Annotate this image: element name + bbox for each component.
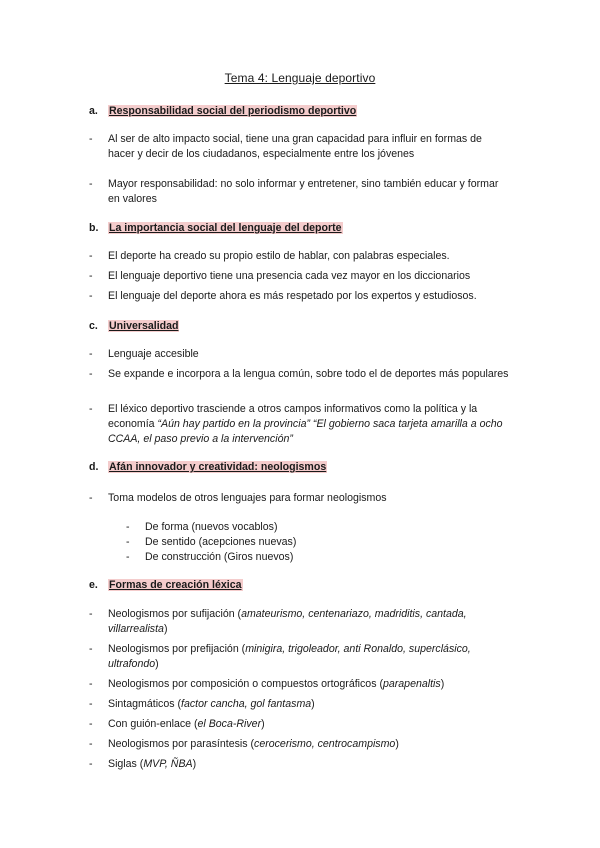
- bullet-text: [108, 677, 509, 692]
- section-letter: d.: [89, 461, 99, 473]
- item-plain-text: Siglas (: [108, 758, 144, 770]
- section-heading-text: La importancia social del lenguaje del deporte: [109, 222, 342, 234]
- item-close-paren: ): [395, 738, 399, 750]
- list-item: [89, 717, 509, 732]
- bullet-dash: -: [126, 551, 130, 563]
- bullet-dash: -: [89, 290, 93, 302]
- list-item: [89, 177, 509, 207]
- bullet-dash: -: [126, 521, 130, 533]
- item-plain-text: Neologismos por prefijación (: [108, 643, 246, 655]
- list-item: [89, 642, 509, 672]
- item-example-text: cerocerismo, centrocampismo: [254, 738, 396, 750]
- bullet-example-text: “Aún hay partido en la provincia” “El gobierno saca tarjeta amarilla a ocho CCAA, el paso previo a la intervención”: [108, 418, 503, 445]
- item-example-text: parapenaltis: [382, 678, 441, 690]
- bullet-dash: -: [89, 250, 93, 262]
- list-item: [89, 697, 509, 712]
- bullet-text: [108, 697, 509, 712]
- bullet-dash: -: [126, 536, 130, 548]
- item-plain-text: Neologismos por sufijación (: [108, 608, 242, 620]
- bullet-dash: -: [89, 270, 93, 282]
- sub-item-text: De construcción (Giros nuevos): [145, 551, 294, 563]
- item-plain-text: Con guión-enlace (: [108, 718, 198, 730]
- list-item: [89, 367, 509, 382]
- section-letter: c.: [89, 320, 98, 332]
- section-heading-e: [89, 578, 243, 593]
- bullet-text: [108, 402, 509, 447]
- list-item: [89, 132, 509, 162]
- section-letter: e.: [89, 579, 98, 591]
- item-close-paren: ): [192, 758, 197, 770]
- bullet-text: [108, 757, 509, 772]
- bullet-text: [108, 642, 509, 672]
- bullet-text: Se expande e incorpora a la lengua común, sobre todo el de deportes más populares: [108, 368, 509, 380]
- bullet-dash: -: [89, 133, 93, 145]
- bullet-text: Toma modelos de otros lenguajes para formar neologismos: [108, 492, 387, 504]
- section-heading-a: [89, 104, 357, 119]
- section-heading-text: Afán innovador y creatividad: neologismos: [109, 461, 327, 473]
- bullet-dash: -: [89, 738, 93, 750]
- section-heading-d: [89, 460, 327, 475]
- item-close-paren: ): [261, 718, 265, 730]
- list-item: [89, 402, 509, 447]
- bullet-dash: -: [89, 718, 93, 730]
- item-example-text: el Boca-River: [197, 718, 262, 730]
- bullet-dash: -: [89, 178, 93, 190]
- section-heading-text: Responsabilidad social del periodismo deportivo: [109, 105, 357, 117]
- section-letter: b.: [89, 222, 99, 234]
- item-plain-text: Neologismos por composición o compuestos ortográficos (: [108, 678, 383, 690]
- bullet-text: [108, 607, 509, 637]
- item-close-paren: ): [163, 623, 168, 635]
- list-item: [89, 757, 509, 772]
- section-heading-text: Universalidad: [109, 320, 179, 332]
- sub-item-text: De sentido (acepciones nuevas): [145, 536, 297, 548]
- list-item: [89, 677, 509, 692]
- item-close-paren: ): [440, 678, 445, 690]
- bullet-text: [108, 737, 509, 752]
- bullet-text: El deporte ha creado su propio estilo de hablar, con palabras especiales.: [108, 250, 450, 262]
- item-plain-text: Sintagmáticos (: [108, 698, 182, 710]
- list-item: [89, 269, 509, 284]
- bullet-dash: -: [89, 643, 93, 655]
- sub-list-item: [126, 535, 296, 550]
- bullet-dash: -: [89, 403, 93, 415]
- sub-list-item: [126, 550, 293, 565]
- section-heading-c: [89, 319, 179, 334]
- bullet-dash: -: [89, 492, 93, 504]
- bullet-text: El lenguaje deportivo tiene una presencia cada vez mayor en los diccionarios: [108, 270, 471, 282]
- section-heading-b: [89, 221, 343, 236]
- bullet-dash: -: [89, 348, 93, 360]
- list-item: [89, 289, 509, 304]
- bullet-dash: -: [89, 368, 93, 380]
- bullet-text: [108, 717, 509, 732]
- item-plain-text: Neologismos por parasíntesis (: [108, 738, 255, 750]
- bullet-dash: -: [89, 608, 93, 620]
- bullet-dash: -: [89, 698, 93, 710]
- bullet-dash: -: [89, 678, 93, 690]
- item-example-text: factor cancha, gol fantasma: [181, 698, 312, 710]
- item-close-paren: ): [155, 658, 159, 670]
- bullet-plain-text: El léxico deportivo trasciende a otros campos informativos como la política y la economía: [108, 403, 478, 430]
- list-item: [89, 607, 509, 637]
- bullet-dash: -: [89, 758, 93, 770]
- sub-item-text: De forma (nuevos vocablos): [145, 521, 278, 533]
- item-example-text: MVP, ÑBA: [143, 758, 193, 770]
- bullet-text: Lenguaje accesible: [108, 348, 199, 360]
- sub-list-item: [126, 520, 277, 535]
- list-item: [89, 249, 509, 264]
- bullet-text: El lenguaje del deporte ahora es más respetado por los expertos y estudiosos.: [108, 290, 477, 302]
- item-example-text: amateurismo, centenariazo, madriditis, cantada, villarrealista: [108, 608, 467, 635]
- document-title: Tema 4: Lenguaje deportivo: [224, 71, 376, 85]
- item-close-paren: ): [311, 698, 315, 710]
- list-item: [89, 491, 509, 506]
- item-example-text: minigira, trigoleador, anti Ronaldo, superclásico, ultrafondo: [108, 643, 471, 670]
- list-item: [89, 347, 509, 362]
- list-item: [89, 737, 509, 752]
- section-heading-text: Formas de creación léxica: [109, 579, 242, 591]
- bullet-text: Mayor responsabilidad: no solo informar y entretener, sino también educar y formar en valores: [108, 178, 499, 205]
- bullet-text: Al ser de alto impacto social, tiene una gran capacidad para influir en formas de hacer y decir de los ciudadanos, especialmente entre los jóvenes: [108, 133, 482, 160]
- section-letter: a.: [89, 105, 98, 117]
